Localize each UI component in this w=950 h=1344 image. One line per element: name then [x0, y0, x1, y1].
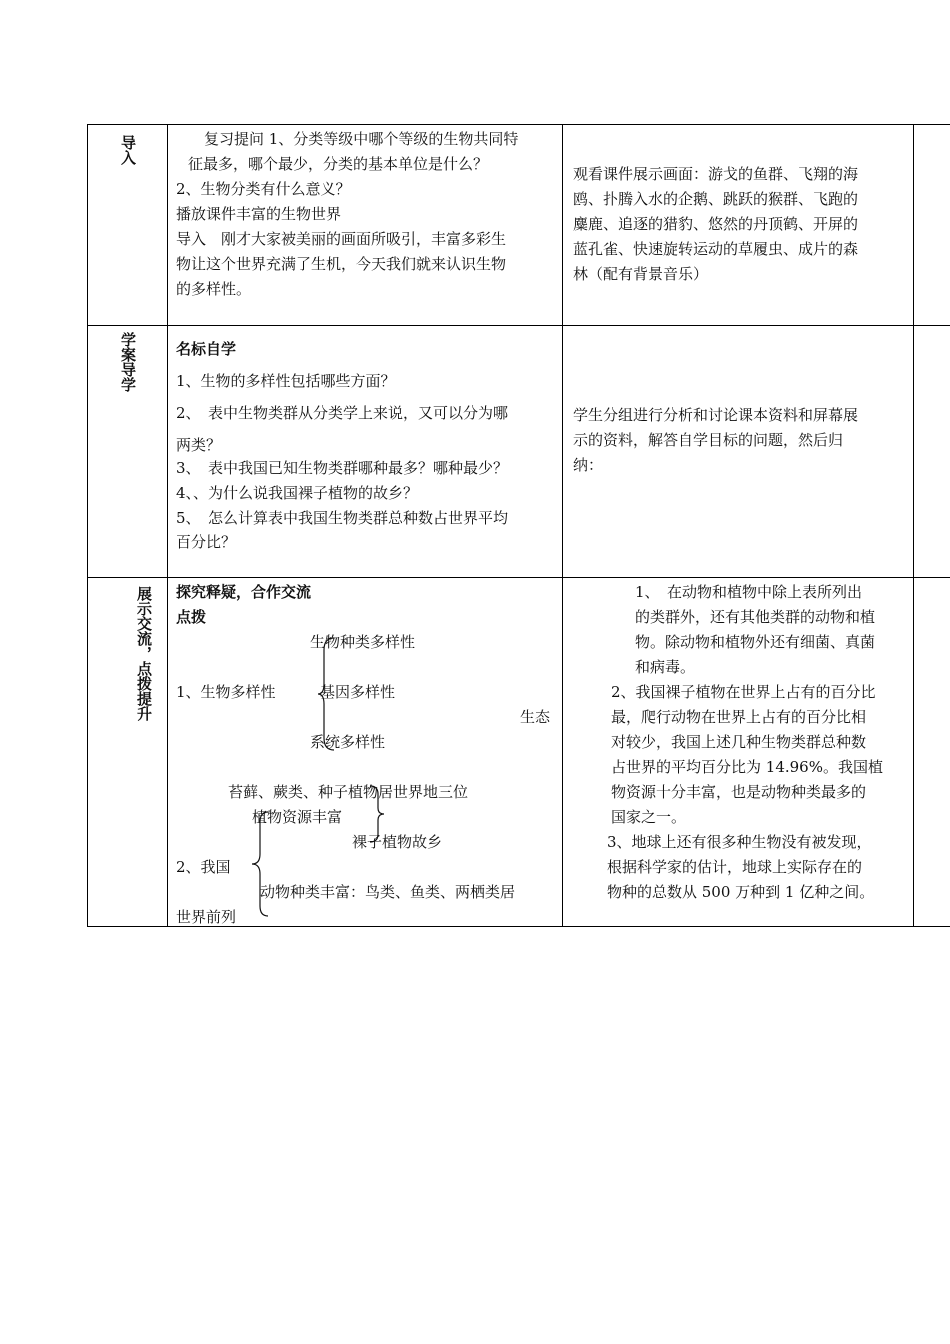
text-line: 裸子植物故乡: [352, 833, 443, 851]
table-row: [88, 125, 950, 326]
empty-cell: [914, 125, 950, 326]
brace-icon: [318, 636, 340, 752]
text-line: 物资源十分丰富，也是动物种类最多的: [611, 783, 867, 801]
text-line: 两类？: [176, 436, 222, 454]
section-subheading: 点拨: [176, 608, 207, 626]
text-line: 系统多样性: [310, 733, 386, 751]
teacher-cell: [168, 125, 563, 326]
text-line: 的多样性。: [176, 280, 252, 298]
text-line: 动物种类丰富：鸟类、鱼类、两栖类居: [260, 883, 516, 901]
text-line: 生态: [520, 708, 551, 726]
section-heading: 探究释疑，合作交流: [176, 583, 312, 601]
text-line: 3、 表中我国已知生物类群哪种最多？哪种最少？: [176, 459, 509, 477]
row-label-cell: [88, 578, 168, 927]
text-line: 示的资料，解答自学目标的问题，然后归: [573, 431, 844, 449]
teacher-cell: [168, 578, 563, 927]
text-line: 物。除动物和植物外还有细菌、真菌: [635, 633, 876, 651]
lesson-plan-table: [87, 124, 950, 927]
section-heading: 名标自学: [176, 340, 237, 358]
text-line: 生物种类多样性: [310, 633, 416, 651]
row-label: 导入: [119, 135, 137, 165]
text-line: 播放课件丰富的生物世界: [176, 205, 342, 223]
text-line: 2、生物分类有什么意义？: [176, 180, 351, 198]
text-line: 基因多样性: [320, 683, 396, 701]
row-label-cell: [88, 125, 168, 326]
teacher-cell: [168, 326, 563, 578]
text-line: 鸥、扑腾入水的企鹅、跳跃的猴群、飞跑的: [573, 190, 859, 208]
row-label: 学案导学: [119, 332, 137, 392]
text-line: 2、 表中生物类群从分类学上来说，又可以分为哪: [176, 404, 509, 422]
text-line: 4、、为什么说我国裸子植物的故乡？: [176, 484, 419, 502]
text-line: 苔藓、蕨类、种子植物居世界地三位: [228, 783, 469, 801]
text-line: 纳：: [573, 456, 604, 474]
table-row: [88, 326, 950, 578]
text-line: 1、 在动物和植物中除上表所列出: [635, 583, 863, 601]
text-line: 国家之一。: [611, 808, 687, 826]
table-row: [88, 578, 950, 927]
text-line: 根据科学家的估计，地球上实际存在的: [607, 858, 863, 876]
text-line: 2、我国裸子植物在世界上占有的百分比: [611, 683, 876, 701]
text-line: 林（配有背景音乐）: [573, 265, 709, 283]
text-line: 最，爬行动物在世界上占有的百分比相: [611, 708, 867, 726]
text-line: 百分比？: [176, 533, 237, 551]
text-line: 物让这个世界充满了生机，今天我们就来认识生物: [176, 255, 507, 273]
student-cell: [563, 578, 914, 927]
brace-icon: [366, 784, 384, 844]
text-line: 麋鹿、追逐的猎豹、悠然的丹顶鹤、开屏的: [573, 215, 859, 233]
brace-icon: [252, 810, 272, 918]
text-line: 征最多，哪个最少，分类的基本单位是什么？: [188, 155, 489, 173]
text-line: 导入 刚才大家被美丽的画面所吸引，丰富多彩生: [176, 230, 507, 248]
text-line: 占世界的平均百分比为 14.96%。我国植: [611, 758, 883, 776]
text-line: 1、生物的多样性包括哪些方面？: [176, 372, 396, 390]
text-line: 复习提问 1、分类等级中哪个等级的生物共同特: [204, 130, 519, 148]
text-line: 和病毒。: [635, 658, 696, 676]
row-label-cell: [88, 326, 168, 578]
text-line: 观看课件展示画面：游戈的鱼群、飞翔的海: [573, 165, 859, 183]
text-line: 蓝孔雀、快速旋转运动的草履虫、成片的森: [573, 240, 859, 258]
text-line: 对较少，我国上述几种生物类群总种数: [611, 733, 867, 751]
text-line: 世界前列: [176, 908, 237, 926]
text-line: 学生分组进行分析和讨论课本资料和屏幕展: [573, 406, 859, 424]
text-line: 的类群外，还有其他类群的动物和植: [635, 608, 876, 626]
student-cell: [563, 125, 914, 326]
text-line: 3、地球上还有很多种生物没有被发现，: [607, 833, 872, 851]
text-line: 2、我国: [176, 858, 231, 876]
empty-cell: [914, 578, 950, 927]
text-line: 植物资源丰富: [252, 808, 343, 826]
row-label: 展示交流，点拨提升: [135, 586, 153, 721]
text-line: 1、生物多样性: [176, 683, 276, 701]
text-line: 5、 怎么计算表中我国生物类群总种数占世界平均: [176, 509, 509, 527]
text-line: 物种的总数从 500 万种到 1 亿种之间。: [607, 883, 875, 901]
empty-cell: [914, 326, 950, 578]
student-cell: [563, 326, 914, 578]
